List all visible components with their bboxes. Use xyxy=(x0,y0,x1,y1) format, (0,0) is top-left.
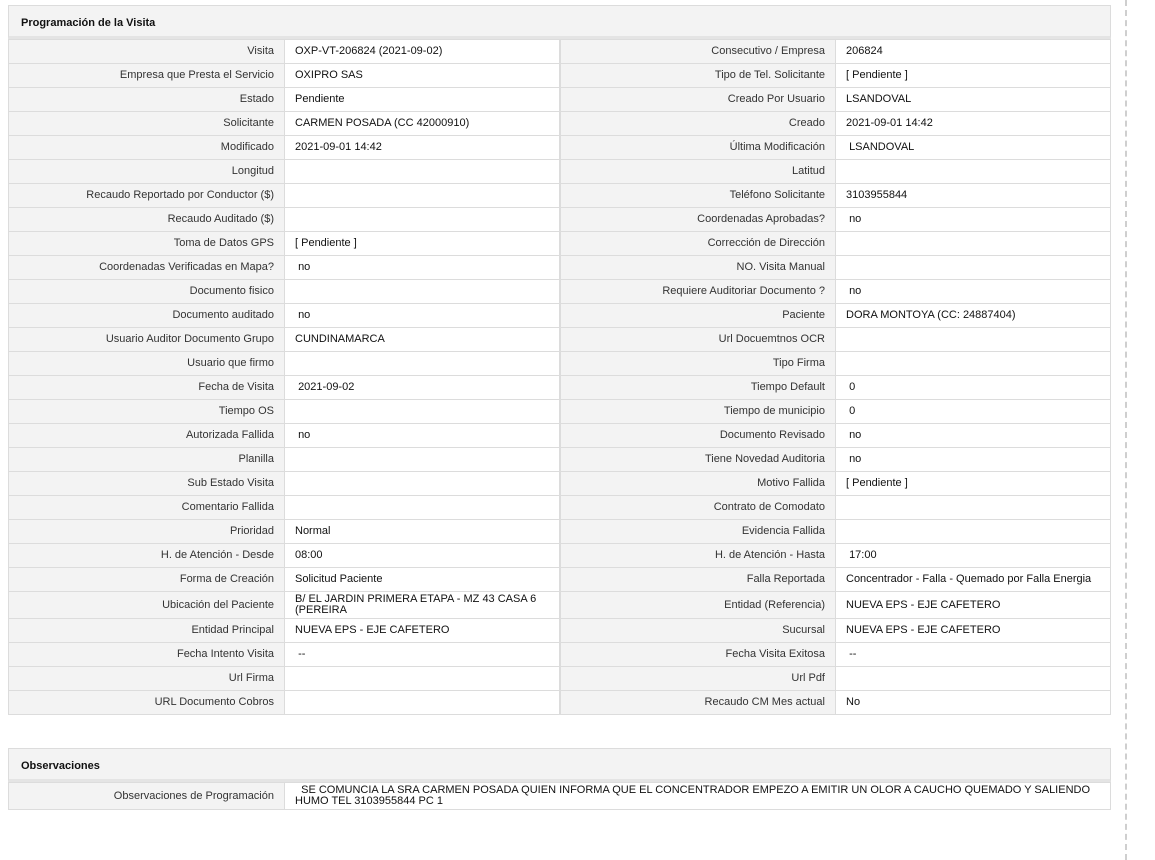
field-label-text: H. de Atención - Desde xyxy=(160,549,274,561)
table-row xyxy=(9,619,1111,643)
field-label-text: Tiempo OS xyxy=(218,405,274,417)
field-value-text: no xyxy=(846,429,862,441)
field-label-text: Solicitante xyxy=(223,117,274,129)
field-label-text: Recaudo CM Mes actual xyxy=(704,696,825,708)
field-label-text: Comentario Fallida xyxy=(181,501,274,513)
field-label xyxy=(9,520,285,544)
field-label xyxy=(560,667,836,691)
field-label-text: Recaudo Auditado ($) xyxy=(167,213,274,225)
field-value-text: CUNDINAMARCA xyxy=(295,333,385,345)
field-value-text: [ Pendiente ] xyxy=(846,69,908,81)
field-value xyxy=(836,400,1111,424)
field-label-text: Tiene Novedad Auditoria xyxy=(704,453,825,465)
table-row xyxy=(9,544,1111,568)
field-value xyxy=(285,136,560,160)
table-row xyxy=(9,40,1111,64)
field-label xyxy=(9,568,285,592)
field-value xyxy=(836,667,1111,691)
field-value-text: DORA MONTOYA (CC: 24887404) xyxy=(846,309,1016,321)
field-label xyxy=(560,280,836,304)
field-value xyxy=(836,40,1111,64)
field-value xyxy=(836,64,1111,88)
table-row xyxy=(9,280,1111,304)
field-value xyxy=(285,619,560,643)
field-value-text: No xyxy=(846,696,861,708)
field-value-text: OXIPRO SAS xyxy=(295,69,363,81)
table-row xyxy=(9,184,1111,208)
field-label xyxy=(560,619,836,643)
field-label xyxy=(9,544,285,568)
field-value-text: LSANDOVAL xyxy=(846,141,915,153)
field-value xyxy=(285,40,560,64)
field-label xyxy=(560,304,836,328)
table-row xyxy=(9,520,1111,544)
field-label xyxy=(9,64,285,88)
field-value xyxy=(285,400,560,424)
field-value-text: 08:00 xyxy=(295,549,323,561)
field-value-text: Pendiente xyxy=(295,93,345,105)
field-label-text: Coordenadas Aprobadas? xyxy=(697,213,825,225)
field-label-text: Creado Por Usuario xyxy=(727,93,825,105)
field-value xyxy=(285,184,560,208)
field-label-text: Corrección de Dirección xyxy=(707,237,825,249)
table-row xyxy=(9,88,1111,112)
field-value xyxy=(836,256,1111,280)
table-row xyxy=(9,568,1111,592)
table-row xyxy=(9,496,1111,520)
field-label-text: Tiempo de municipio xyxy=(723,405,825,417)
field-label-text: Fecha de Visita xyxy=(198,381,274,393)
field-label xyxy=(560,64,836,88)
field-label-text: Teléfono Solicitante xyxy=(729,189,825,201)
table-row xyxy=(9,304,1111,328)
field-value-text: no xyxy=(846,213,862,225)
section-title-programacion: Programación de la Visita xyxy=(8,5,1111,39)
field-label-text: Ubicación del Paciente xyxy=(162,598,274,611)
field-label xyxy=(560,232,836,256)
field-label xyxy=(560,400,836,424)
table-row xyxy=(9,64,1111,88)
visit-detail-page xyxy=(8,5,1111,810)
field-label xyxy=(9,691,285,715)
field-label xyxy=(9,208,285,232)
table-row xyxy=(9,643,1111,667)
field-label-text: Url Docuemtnos OCR xyxy=(718,333,825,345)
field-value xyxy=(836,496,1111,520)
field-value-text: 3103955844 xyxy=(846,189,908,201)
table-row xyxy=(9,424,1111,448)
field-label xyxy=(9,592,285,619)
field-label-text: Última Modificación xyxy=(729,141,825,153)
table-row xyxy=(9,472,1111,496)
field-label xyxy=(560,136,836,160)
field-label-text: Longitud xyxy=(231,165,274,177)
observations-text: SE COMUNCIA LA SRA CARMEN POSADA QUIEN INFORMA QUE EL CONCENTRADOR EMPEZO A EMITIR UN OLOR A CAUCHO QUEMADO Y SALIENDO HUMO TEL 3103955844 PC 1 xyxy=(295,784,1094,807)
observations-section xyxy=(8,748,1111,810)
field-label-text: Requiere Auditoriar Documento ? xyxy=(662,285,825,297)
field-value xyxy=(285,232,560,256)
field-label-text: Visita xyxy=(247,45,274,57)
field-label xyxy=(9,400,285,424)
field-label xyxy=(9,328,285,352)
field-label xyxy=(560,328,836,352)
field-label-text: Documento auditado xyxy=(172,309,274,321)
field-label xyxy=(9,40,285,64)
table-row xyxy=(9,256,1111,280)
field-label-text: Url Pdf xyxy=(791,672,825,684)
field-label-text: Tiempo Default xyxy=(750,381,825,393)
field-value-text: -- xyxy=(846,648,857,660)
field-value xyxy=(836,184,1111,208)
field-value xyxy=(285,376,560,400)
field-label-text: Motivo Fallida xyxy=(757,477,825,489)
field-label xyxy=(560,496,836,520)
field-value xyxy=(285,88,560,112)
field-label xyxy=(560,112,836,136)
field-label xyxy=(560,691,836,715)
field-value xyxy=(285,592,560,619)
table-row xyxy=(9,208,1111,232)
field-label-text: Usuario que firmo xyxy=(187,357,274,369)
field-value-text: NUEVA EPS - EJE CAFETERO xyxy=(846,624,1001,636)
field-label-text: Documento fisico xyxy=(189,285,274,297)
field-label xyxy=(9,424,285,448)
field-value xyxy=(285,568,560,592)
field-label-text: H. de Atención - Hasta xyxy=(714,549,825,561)
field-value xyxy=(285,643,560,667)
field-label xyxy=(9,304,285,328)
field-label-text: Planilla xyxy=(238,453,274,465)
field-label-text: Url Firma xyxy=(228,672,274,684)
field-value-text: no xyxy=(295,309,311,321)
field-value xyxy=(836,232,1111,256)
field-value xyxy=(285,280,560,304)
field-value xyxy=(285,256,560,280)
field-value-text: CARMEN POSADA (CC 42000910) xyxy=(295,117,470,129)
field-value xyxy=(836,304,1111,328)
observations-table xyxy=(8,782,1111,810)
field-value-text: 206824 xyxy=(846,45,883,57)
field-label xyxy=(560,424,836,448)
field-value xyxy=(836,88,1111,112)
field-value xyxy=(836,544,1111,568)
field-label xyxy=(9,376,285,400)
field-label-text: Tipo Firma xyxy=(772,357,825,369)
field-label-text: Usuario Auditor Documento Grupo xyxy=(105,333,274,345)
field-label xyxy=(560,568,836,592)
table-row xyxy=(9,232,1111,256)
field-label xyxy=(9,667,285,691)
field-label xyxy=(560,160,836,184)
field-label xyxy=(560,643,836,667)
field-value-text: no xyxy=(846,285,862,297)
field-label-text: Autorizada Fallida xyxy=(185,429,274,441)
field-label xyxy=(560,520,836,544)
field-value xyxy=(285,448,560,472)
field-value-text: Normal xyxy=(295,525,331,537)
table-row xyxy=(9,592,1111,619)
field-value xyxy=(285,783,1111,810)
field-label xyxy=(9,448,285,472)
field-label-text: Empresa que Presta el Servicio xyxy=(119,69,274,81)
field-value xyxy=(836,520,1111,544)
field-label-text: Fecha Intento Visita xyxy=(176,648,274,660)
field-value xyxy=(836,136,1111,160)
table-row xyxy=(9,376,1111,400)
field-value xyxy=(836,619,1111,643)
field-value-text: 2021-09-01 14:42 xyxy=(846,117,933,129)
field-label xyxy=(9,280,285,304)
table-row xyxy=(9,783,1111,810)
table-row xyxy=(9,448,1111,472)
field-label-text: Paciente xyxy=(782,309,825,321)
field-value xyxy=(285,424,560,448)
field-label-text: Tipo de Tel. Solicitante xyxy=(714,69,825,81)
field-label xyxy=(9,184,285,208)
field-label xyxy=(9,496,285,520)
field-label xyxy=(560,208,836,232)
field-value xyxy=(836,328,1111,352)
field-label xyxy=(9,136,285,160)
field-label-text: Creado xyxy=(788,117,825,129)
field-value xyxy=(285,112,560,136)
field-label xyxy=(560,376,836,400)
field-label xyxy=(9,256,285,280)
field-value-text: 2021-09-01 14:42 xyxy=(295,141,382,153)
field-label-text: Forma de Creación xyxy=(179,573,274,585)
field-label-text: Entidad Principal xyxy=(191,624,274,636)
field-label-text: NO. Visita Manual xyxy=(736,261,825,273)
visit-details-table xyxy=(8,39,1111,715)
field-label-text: Estado xyxy=(239,93,274,105)
field-label xyxy=(9,160,285,184)
field-value xyxy=(285,496,560,520)
field-value-text: Concentrador - Falla - Quemado por Falla Energia xyxy=(846,573,1092,585)
field-label-text: Documento Revisado xyxy=(719,429,825,441)
field-label-text: Modificado xyxy=(220,141,274,153)
field-value xyxy=(285,691,560,715)
field-value xyxy=(285,64,560,88)
field-label-text: Coordenadas Verificadas en Mapa? xyxy=(99,261,274,273)
field-label xyxy=(560,88,836,112)
table-row xyxy=(9,112,1111,136)
table-row xyxy=(9,667,1111,691)
field-label-text: Falla Reportada xyxy=(746,573,825,585)
field-label-text: Toma de Datos GPS xyxy=(173,237,274,249)
field-value xyxy=(285,208,560,232)
field-value xyxy=(836,376,1111,400)
field-value xyxy=(836,160,1111,184)
field-label xyxy=(560,448,836,472)
field-value xyxy=(836,472,1111,496)
field-label: Observaciones de Programación xyxy=(9,783,285,810)
field-label-text: Latitud xyxy=(791,165,825,177)
field-label-text: Sucursal xyxy=(782,624,825,636)
field-value xyxy=(836,352,1111,376)
field-value-text: no xyxy=(295,261,311,273)
field-value-text: NUEVA EPS - EJE CAFETERO xyxy=(295,624,450,636)
field-value xyxy=(285,667,560,691)
field-label-text: Contrato de Comodato xyxy=(713,501,825,513)
table-row xyxy=(9,136,1111,160)
field-label-text: Evidencia Fallida xyxy=(741,525,825,537)
field-value xyxy=(836,691,1111,715)
field-value-text: [ Pendiente ] xyxy=(295,237,357,249)
field-value xyxy=(836,643,1111,667)
field-value-text: -- xyxy=(295,648,306,660)
field-label xyxy=(560,472,836,496)
field-value xyxy=(285,304,560,328)
table-row xyxy=(9,400,1111,424)
field-label xyxy=(560,256,836,280)
field-value xyxy=(285,328,560,352)
field-value xyxy=(836,568,1111,592)
field-value-text: no xyxy=(295,429,311,441)
table-row xyxy=(9,691,1111,715)
field-value xyxy=(285,352,560,376)
field-label xyxy=(9,88,285,112)
field-label xyxy=(9,472,285,496)
field-label xyxy=(9,112,285,136)
field-label xyxy=(560,184,836,208)
field-label-text: URL Documento Cobros xyxy=(154,696,274,708)
field-label xyxy=(560,544,836,568)
section-title-observaciones: Observaciones xyxy=(8,748,1111,782)
field-label-text: Fecha Visita Exitosa xyxy=(725,648,825,660)
field-value xyxy=(285,472,560,496)
field-value xyxy=(285,160,560,184)
field-label xyxy=(560,592,836,619)
field-value xyxy=(285,544,560,568)
field-value-text: 0 xyxy=(846,405,856,417)
field-label xyxy=(560,352,836,376)
field-value-text: 17:00 xyxy=(846,549,877,561)
field-value-text: LSANDOVAL xyxy=(846,93,912,105)
field-label xyxy=(9,232,285,256)
field-label xyxy=(9,352,285,376)
field-value-text: 0 xyxy=(846,381,856,393)
field-value-text: [ Pendiente ] xyxy=(846,477,908,489)
field-value-text: Solicitud Paciente xyxy=(295,573,383,585)
field-value xyxy=(285,520,560,544)
field-value-text: OXP-VT-206824 (2021-09-02) xyxy=(295,45,443,57)
field-value-text: NUEVA EPS - EJE CAFETERO xyxy=(846,598,1001,611)
field-label-text: Entidad (Referencia) xyxy=(724,598,825,611)
field-label-text: Consecutivo / Empresa xyxy=(711,45,825,57)
table-row xyxy=(9,160,1111,184)
field-value-text: no xyxy=(846,453,862,465)
field-value-text: B/ EL JARDIN PRIMERA ETAPA - MZ 43 CASA 6 (PEREIRA xyxy=(295,593,540,616)
field-value xyxy=(836,592,1111,619)
field-label-text: Prioridad xyxy=(229,525,274,537)
field-value-text: 2021-09-02 xyxy=(295,381,355,393)
field-label xyxy=(9,619,285,643)
field-label xyxy=(9,643,285,667)
field-value xyxy=(836,208,1111,232)
field-value xyxy=(836,280,1111,304)
field-value xyxy=(836,448,1111,472)
field-label xyxy=(560,40,836,64)
field-label-text: Recaudo Reportado por Conductor ($) xyxy=(86,189,274,201)
field-value xyxy=(836,112,1111,136)
field-label-text: Sub Estado Visita xyxy=(187,477,274,489)
table-row xyxy=(9,328,1111,352)
page-divider xyxy=(1125,0,1127,860)
table-row xyxy=(9,352,1111,376)
field-value xyxy=(836,424,1111,448)
